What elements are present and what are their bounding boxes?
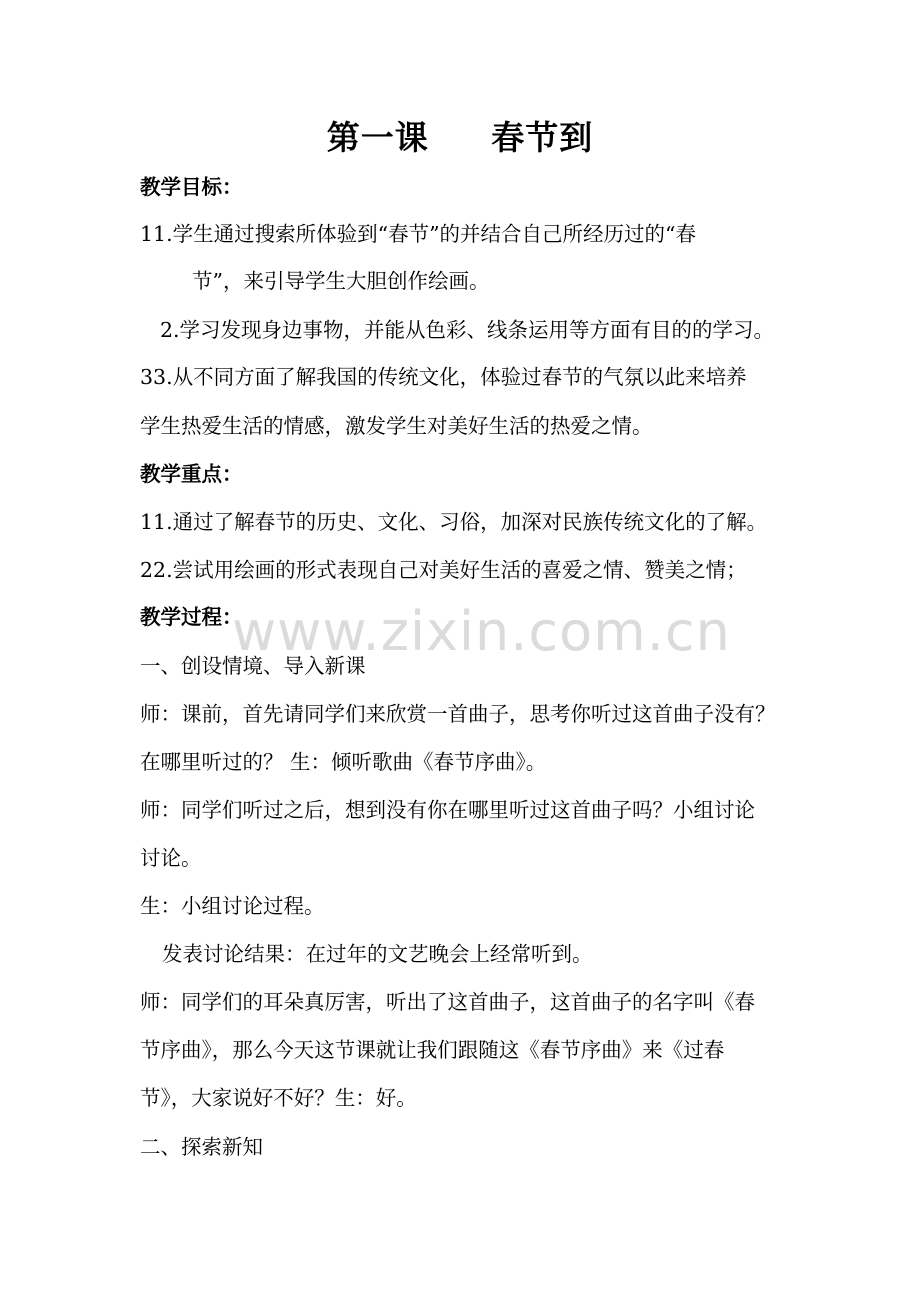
teacher-line-7: 节》，大家说好不好？生：好。 bbox=[140, 1086, 417, 1110]
student-line-1: 生：小组讨论过程。 bbox=[140, 894, 325, 918]
section-heading-key-points: 教学重点： bbox=[140, 462, 243, 486]
teacher-line-3: 师：同学们听过之后，想到没有你在哪里听过这首曲子吗？小组讨论 bbox=[140, 798, 755, 822]
section-heading-process: 教学过程： bbox=[140, 605, 243, 629]
teacher-line-5: 师：同学们的耳朵真厉害，听出了这首曲子，这首曲子的名字叫《春 bbox=[140, 990, 755, 1014]
objective-1-line-2: 节”，来引导学生大胆创作绘画。 bbox=[192, 269, 490, 293]
objective-2: 2.学习发现身边事物，并能从色彩、线条运用等方面有目的的学习。 bbox=[160, 318, 775, 342]
teacher-line-6: 节序曲》，那么今天这节课就让我们跟随这《春节序曲》来《过春 bbox=[140, 1038, 725, 1062]
teacher-line-4: 讨论。 bbox=[140, 846, 202, 870]
process-step-2-heading: 二、探索新知 bbox=[140, 1135, 263, 1159]
key-point-1: 11.通过了解春节的历史、文化、习俗，加深对民族传统文化的了解。 bbox=[140, 510, 768, 534]
objective-1-line-1: 11.学生通过搜索所体验到“春节”的并结合自己所经历过的“春 bbox=[140, 222, 697, 246]
watermark-text: www.zixin.com.cn bbox=[232, 600, 731, 663]
student-line-2: 发表讨论结果：在过年的文艺晚会上经常听到。 bbox=[162, 942, 593, 966]
objective-3-line-1: 33.从不同方面了解我国的传统文化，体验过春节的气氛以此来培养 bbox=[140, 365, 747, 389]
teacher-line-1: 师：课前，首先请同学们来欣赏一首曲子，思考你听过这首曲子没有？ bbox=[140, 702, 776, 726]
lesson-title: 第一课 春节到 bbox=[326, 118, 594, 157]
key-point-2: 22.尝试用绘画的形式表现自己对美好生活的喜爱之情、赞美之情； bbox=[140, 558, 747, 582]
process-step-1-heading: 一、创设情境、导入新课 bbox=[140, 654, 366, 678]
objective-3-line-2: 学生热爱生活的情感，激发学生对美好生活的热爱之情。 bbox=[140, 414, 653, 438]
teacher-line-2: 在哪里听过的？ 生：倾听歌曲《春节序曲》。 bbox=[140, 750, 547, 774]
section-heading-objectives: 教学目标： bbox=[140, 175, 243, 199]
